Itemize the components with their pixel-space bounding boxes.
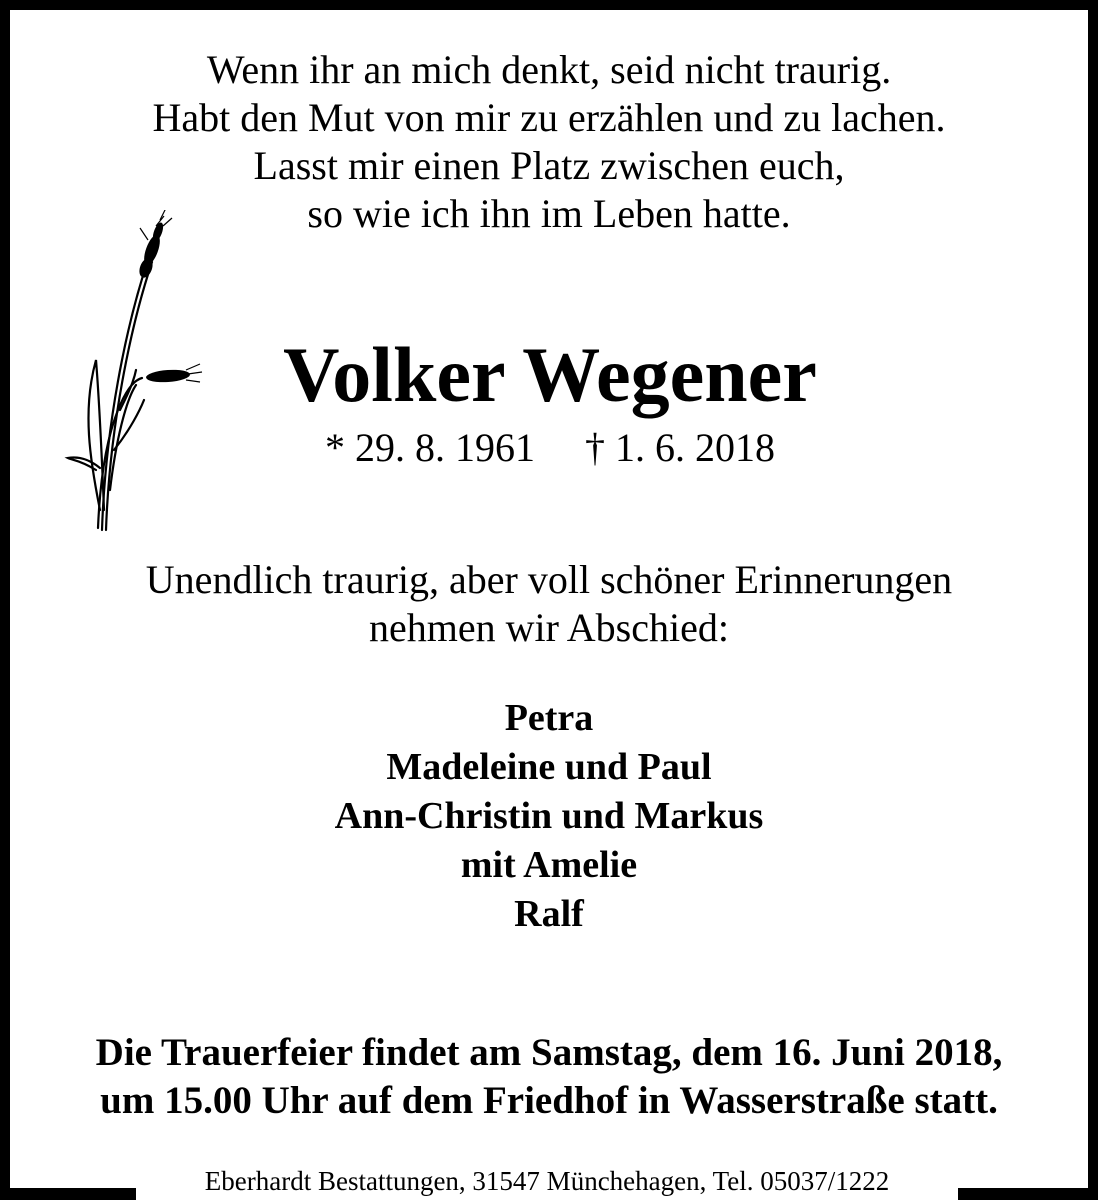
poem-line-3: Lasst mir einen Platz zwischen euch, bbox=[253, 143, 845, 188]
poem-line-4: so wie ich ihn im Leben hatte. bbox=[307, 191, 791, 236]
funeral-home-info: Eberhardt Bestattungen, 31547 Münchehagen, Tel. 05037/1222 bbox=[204, 1166, 890, 1196]
footer bbox=[0, 1163, 1098, 1200]
footer-rule-left bbox=[0, 1188, 136, 1200]
deceased-name: Volker Wegener bbox=[283, 331, 817, 418]
service-line-2: um 15.00 Uhr auf dem Friedhof in Wasserstraße statt. bbox=[100, 1079, 998, 1122]
wheat-ear-icon bbox=[60, 210, 210, 540]
mourning-line-1: Unendlich traurig, aber voll schöner Erinnerungen bbox=[145, 557, 953, 602]
death-date: † 1. 6. 2018 bbox=[585, 425, 775, 470]
birth-date: * 29. 8. 1961 bbox=[325, 425, 535, 470]
mourning-line-2: nehmen wir Abschied: bbox=[369, 605, 729, 650]
life-dates bbox=[250, 424, 850, 471]
family-member: Ann-Christin und Markus bbox=[334, 795, 764, 837]
footer-rule-right bbox=[958, 1188, 1098, 1200]
family-member: mit Amelie bbox=[460, 844, 638, 886]
family-member: Madeleine und Paul bbox=[386, 746, 712, 788]
family-member: Petra bbox=[504, 697, 594, 739]
poem-line-1: Wenn ihr an mich denkt, seid nicht traurig. bbox=[206, 47, 892, 92]
poem-line-2: Habt den Mut von mir zu erzählen und zu lachen. bbox=[152, 95, 946, 140]
family-member: Ralf bbox=[514, 893, 584, 935]
service-line-1: Die Trauerfeier findet am Samstag, dem 16. Juni 2018, bbox=[95, 1031, 1003, 1074]
